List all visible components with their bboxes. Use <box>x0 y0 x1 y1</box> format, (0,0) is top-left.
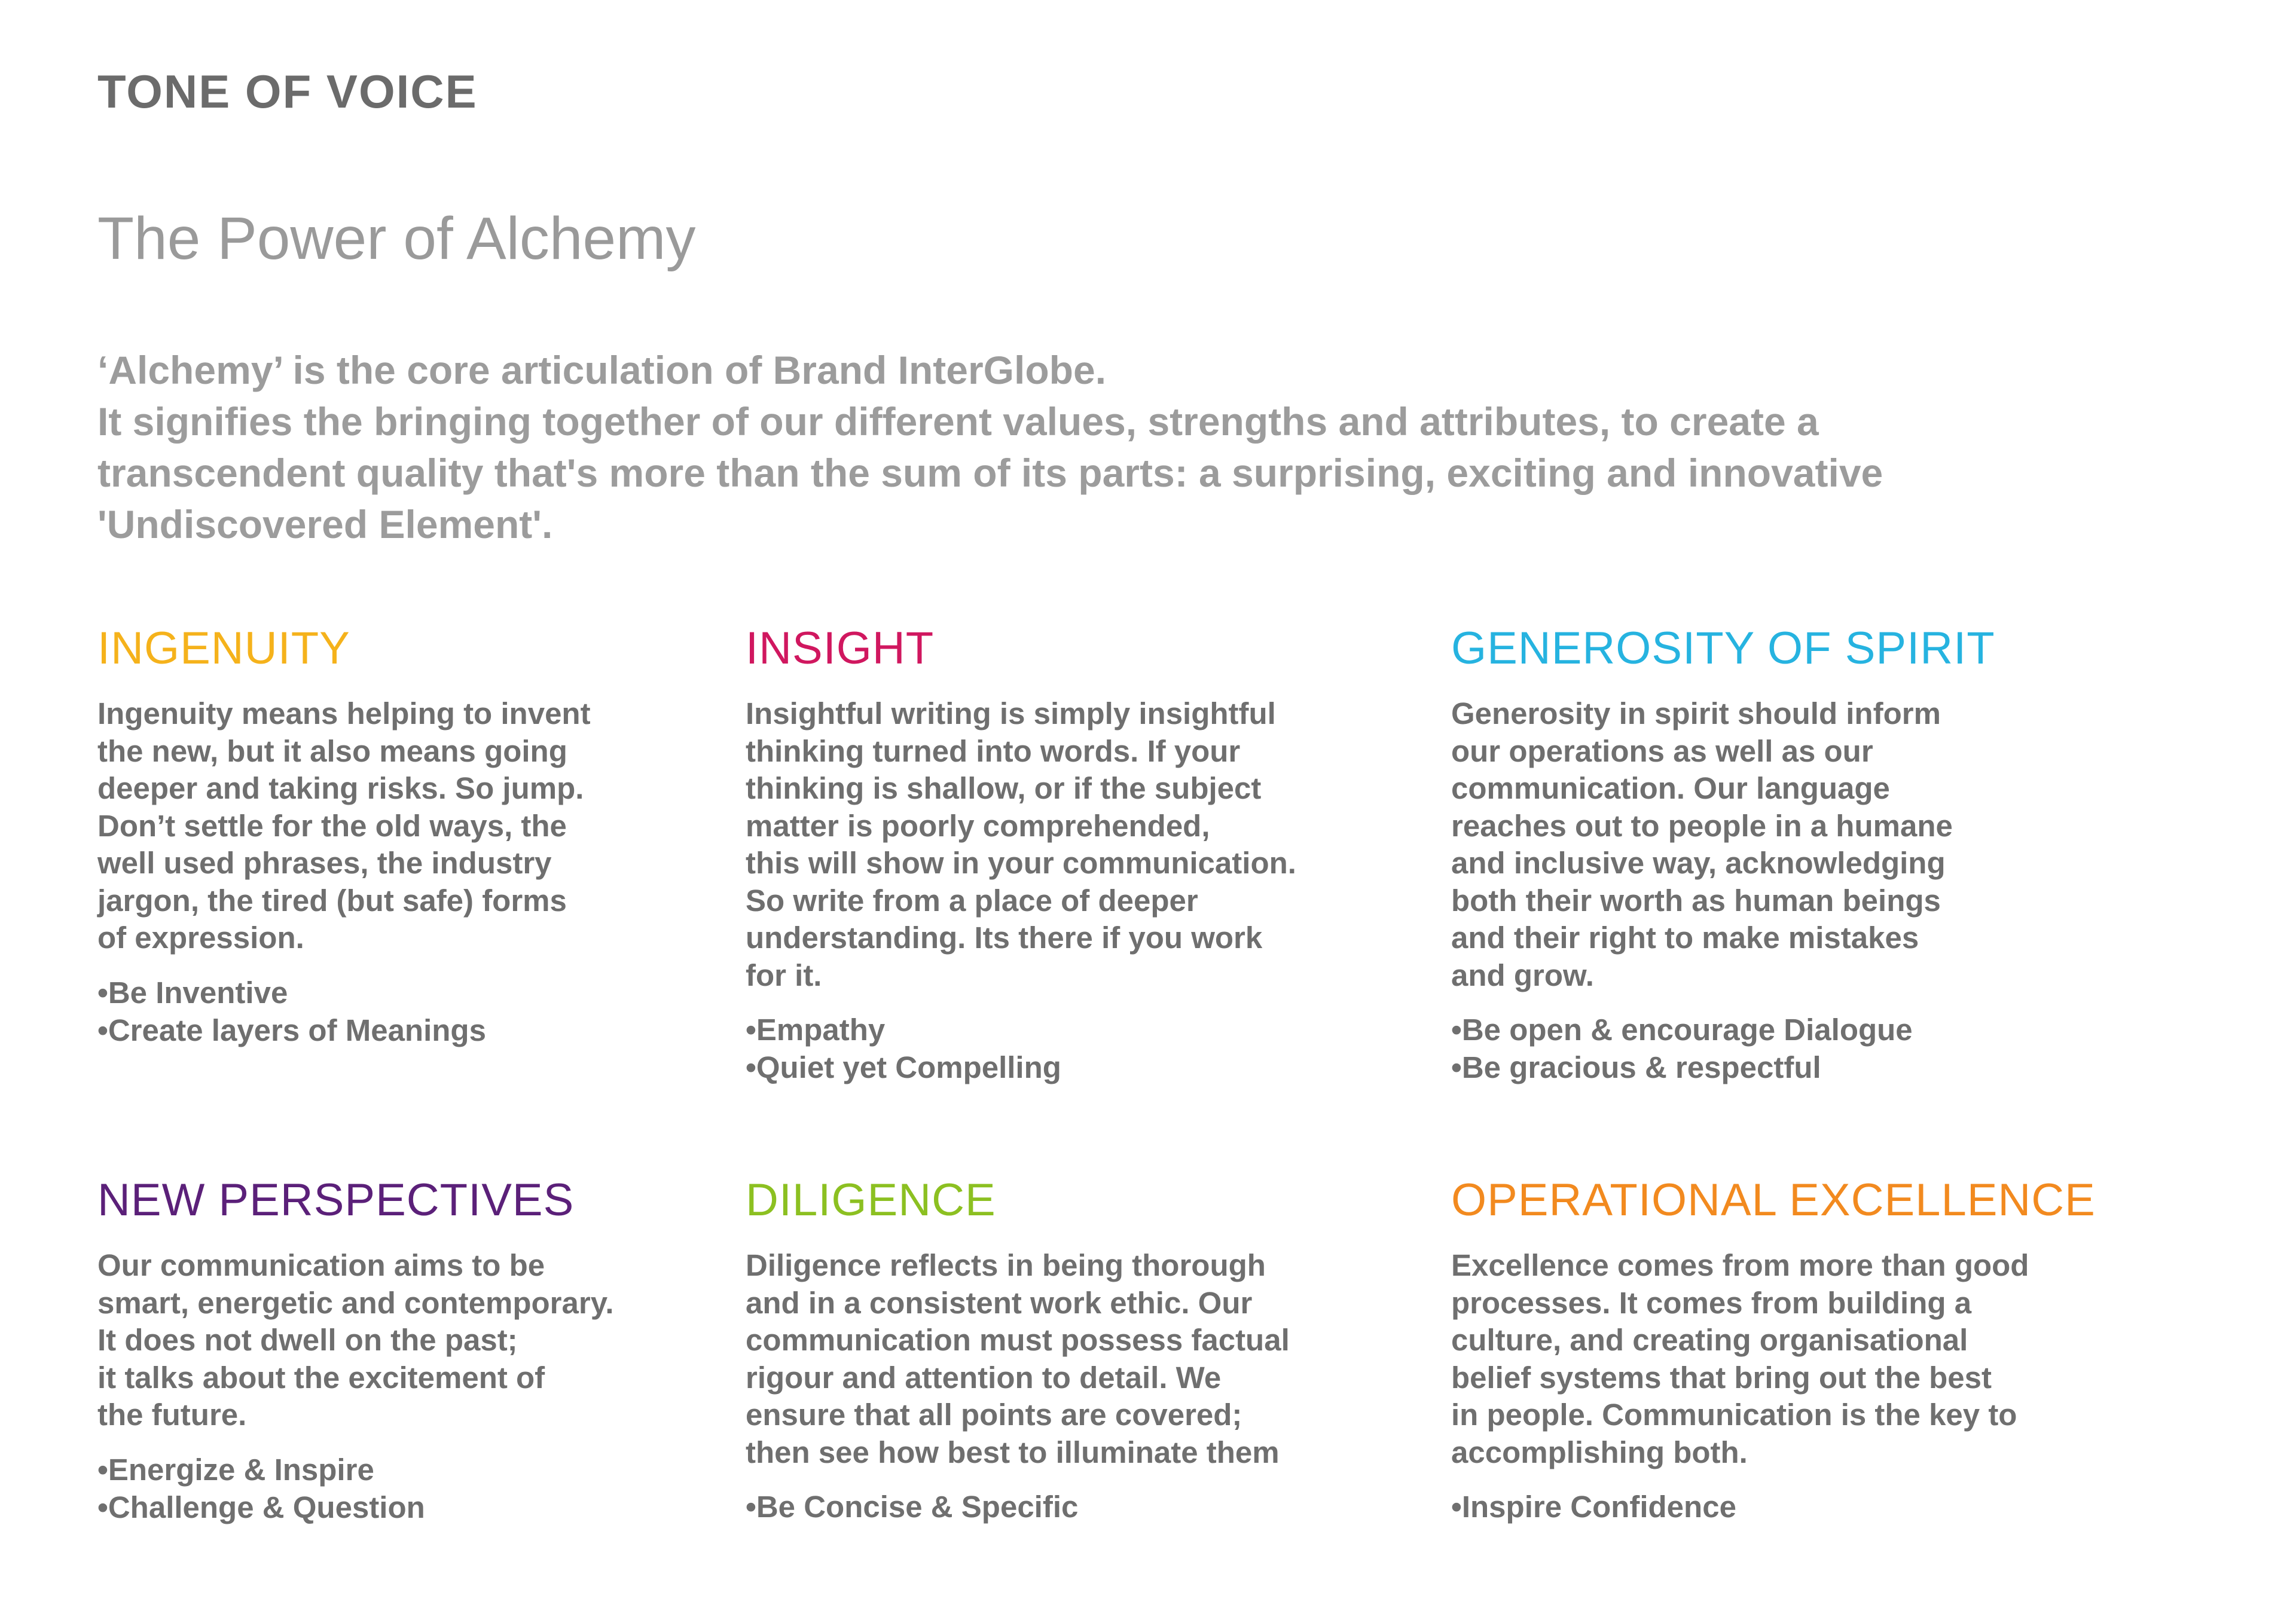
pillar-bullet-list <box>746 1011 1427 1086</box>
pillar-bullet-list <box>1451 1011 2133 1086</box>
section-label: TONE OF VOICE <box>97 65 478 118</box>
pillar-bullet-list <box>97 974 779 1049</box>
pillar-heading: GENEROSITY OF SPIRIT <box>1451 623 1995 674</box>
pillar-bullet: •Create layers of Meanings <box>97 1013 486 1047</box>
pillar-ingenuity <box>97 619 779 1049</box>
pillar-bullet: •Challenge & Question <box>97 1490 425 1524</box>
pillar-operational-excellence <box>1451 1170 2133 1526</box>
pillar-bullet: •Be Inventive <box>97 975 288 1010</box>
pillar-heading: INGENUITY <box>97 623 350 674</box>
pillar-body: Our communication aims to be smart, energetic and contemporary. It does not dwell on the past; it talks about the excitement of the future. <box>97 1248 614 1432</box>
pillar-diligence <box>746 1170 1427 1526</box>
pillar-body: Diligence reflects in being thorough and in a consistent work ethic. Our communication must possess factual rigour and attention to detail. We ensure that all points are covered; then see how best to illuminate them <box>746 1248 1290 1469</box>
pillar-bullet-list <box>746 1488 1427 1526</box>
pillar-bullet: •Be gracious & respectful <box>1451 1050 1821 1084</box>
pillar-bullet: •Be open & encourage Dialogue <box>1451 1013 1913 1047</box>
pillar-bullet-list <box>97 1451 779 1526</box>
pillar-bullet: •Empathy <box>746 1013 886 1047</box>
pillar-heading: INSIGHT <box>746 623 935 674</box>
page-title: The Power of Alchemy <box>97 205 696 272</box>
pillar-new-perspectives <box>97 1170 779 1526</box>
intro-text: ‘Alchemy’ is the core articulation of Brand InterGlobe. It signifies the bringing together of our different values, strengths and attributes, to create a transcendent quality that's more than the sum of its parts: a surprising, exciting and innovative 'Undiscovered Element'. <box>97 348 1883 546</box>
pillar-insight <box>746 619 1427 1086</box>
pillar-bullet: •Energize & Inspire <box>97 1452 374 1487</box>
pillar-body: Generosity in spirit should inform our operations as well as our communication. Our language reaches out to people in a humane and inclusive way, acknowledging both their worth as human beings and their right to make mistakes and grow. <box>1451 696 1953 992</box>
pillar-bullet: •Be Concise & Specific <box>746 1490 1079 1524</box>
pillar-bullet-list <box>1451 1488 2133 1526</box>
pillar-bullet: •Inspire Confidence <box>1451 1490 1736 1524</box>
pillar-body: Excellence comes from more than good processes. It comes from building a culture, and creating organisational belief systems that bring out the best in people. Communication is the key to accomplishing both. <box>1451 1248 2029 1469</box>
intro-block <box>97 344 2202 550</box>
pillar-heading: OPERATIONAL EXCELLENCE <box>1451 1175 2096 1225</box>
pillar-bullet: •Quiet yet Compelling <box>746 1050 1061 1084</box>
pillar-heading: NEW PERSPECTIVES <box>97 1175 575 1225</box>
pillar-body: Insightful writing is simply insightful thinking turned into words. If your thinking is shallow, or if the subject matter is poorly comprehended, this will show in your communication. So write from a place of deeper understanding. Its there if you work for it. <box>746 696 1296 992</box>
pillar-generosity-of-spirit <box>1451 619 2133 1086</box>
pillar-heading: DILIGENCE <box>746 1175 996 1225</box>
pillar-body: Ingenuity means helping to invent the new, but it also means going deeper and taking risks. So jump. Don’t settle for the old ways, the well used phrases, the industry jargon, the tired (but safe) forms of expression. <box>97 696 591 955</box>
